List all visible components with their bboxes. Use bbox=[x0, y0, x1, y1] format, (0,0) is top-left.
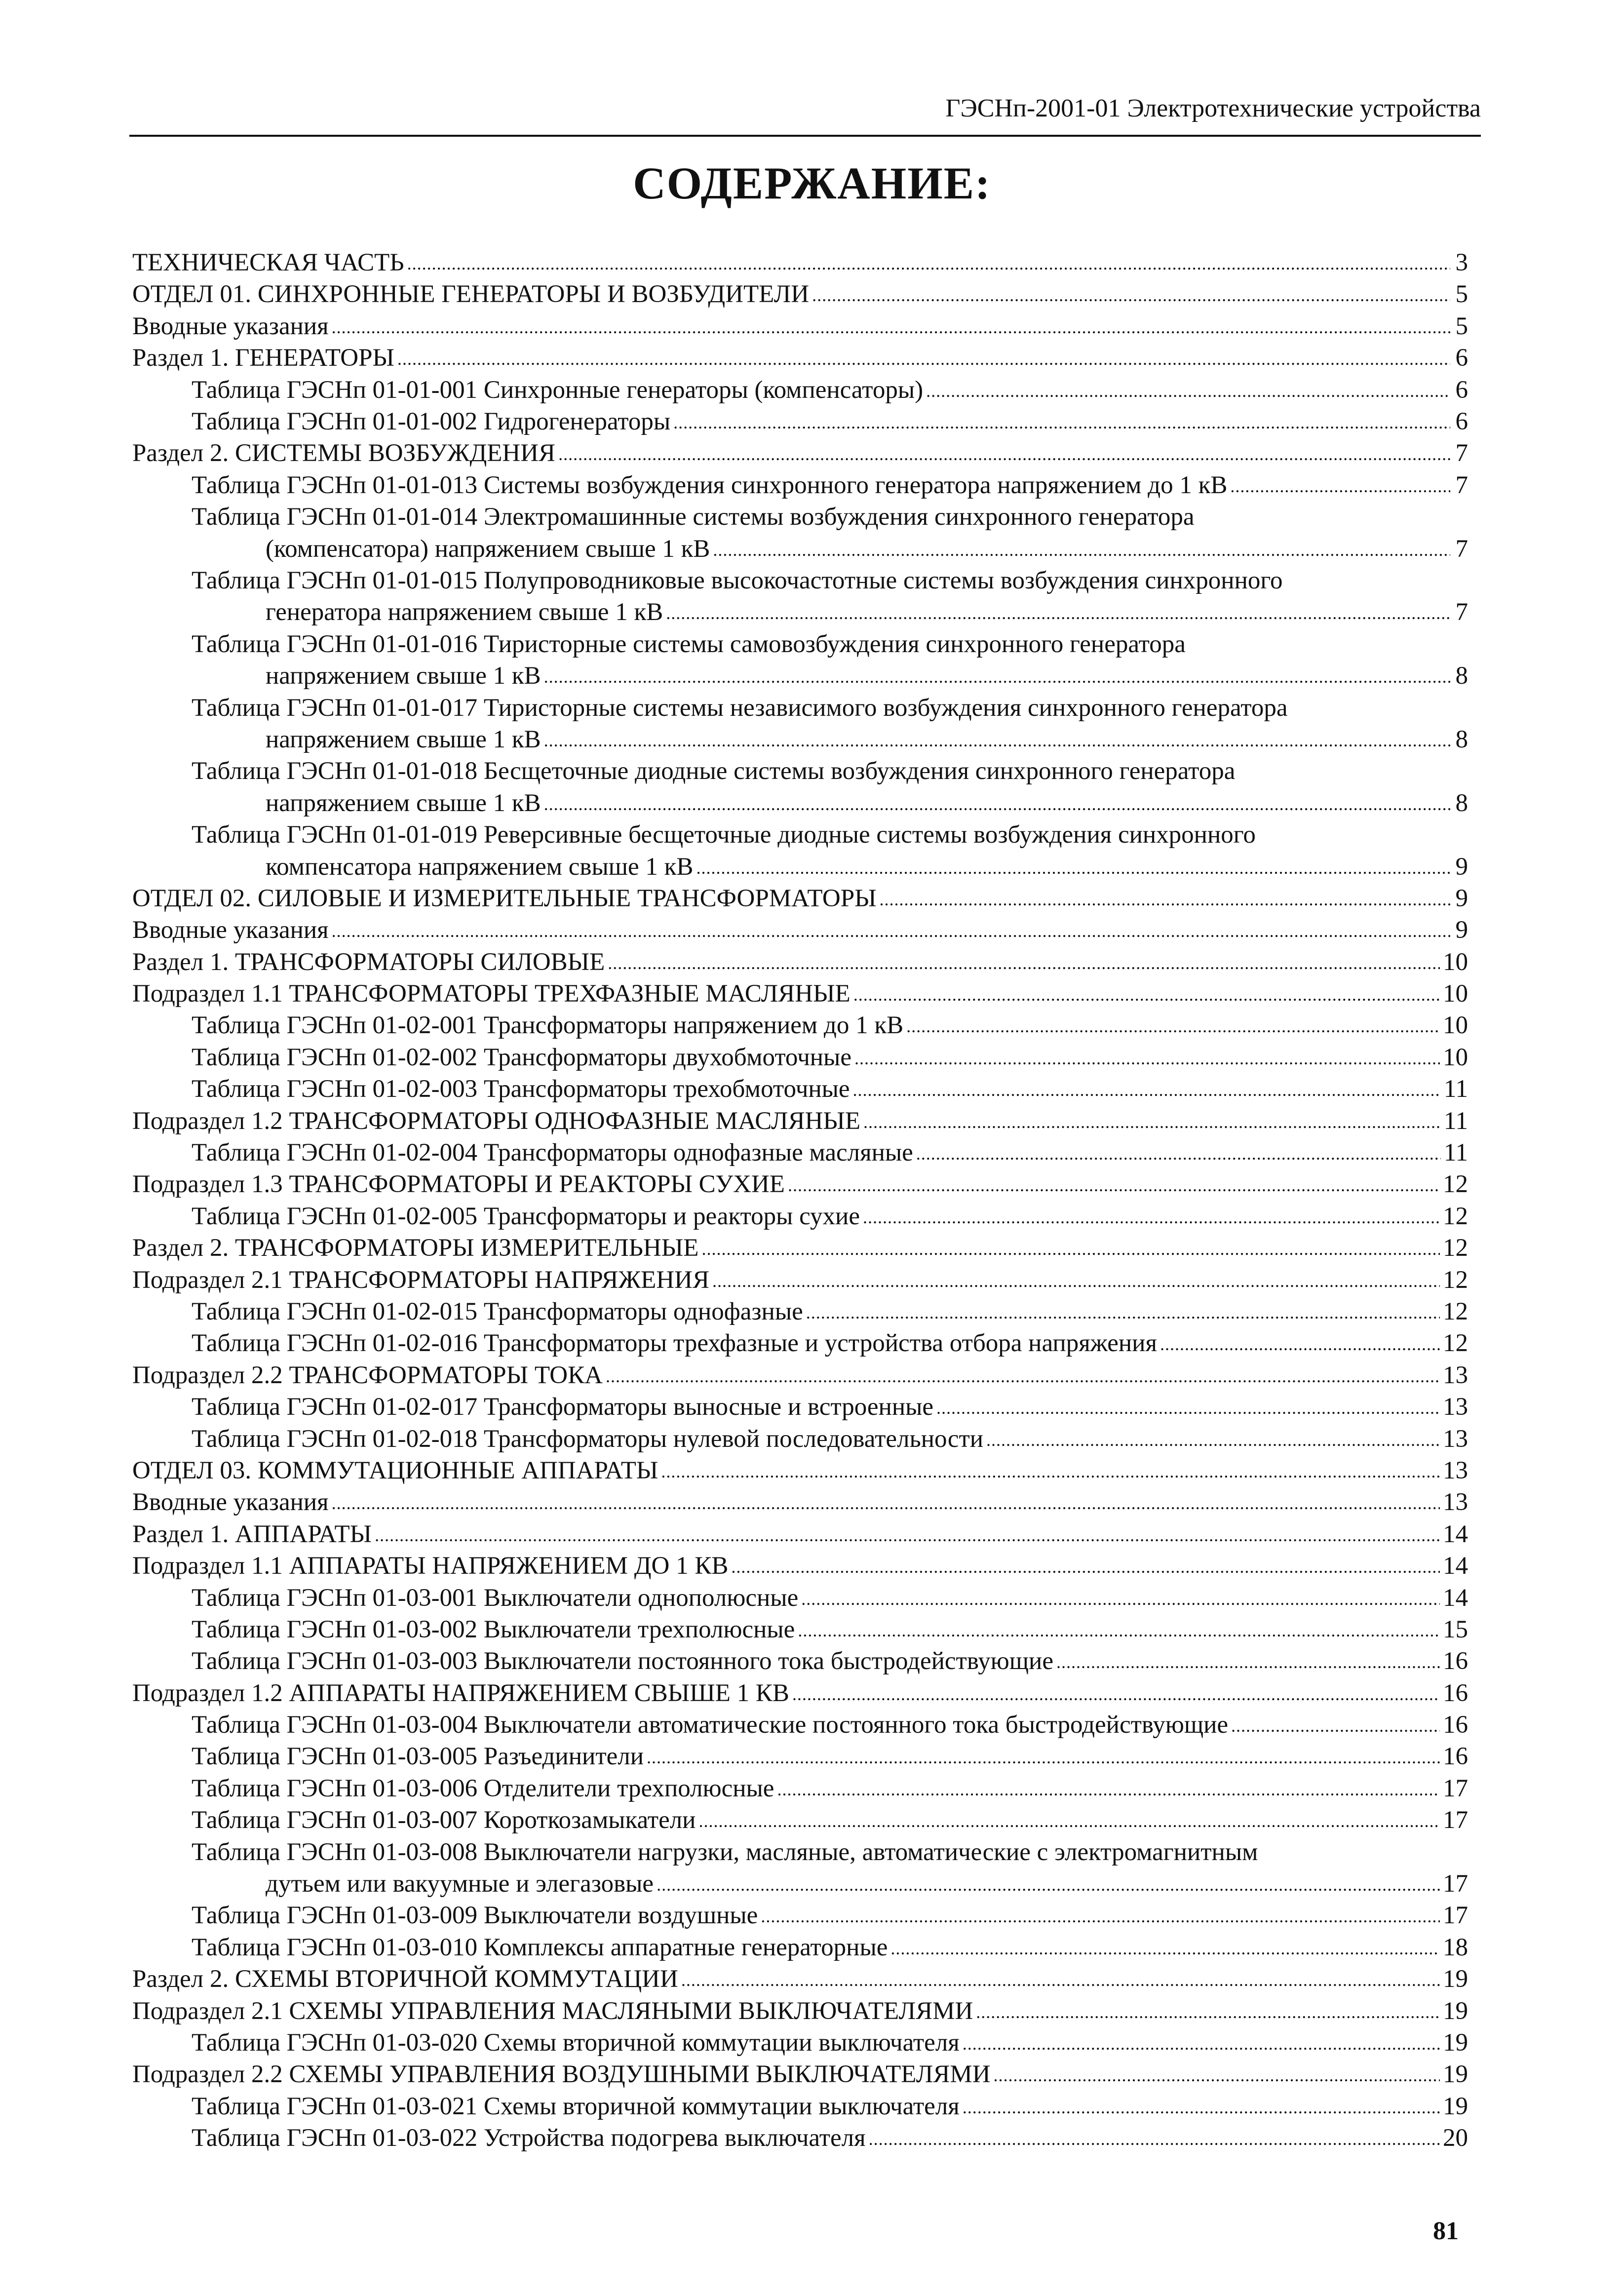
toc-entry-page: 9 bbox=[1455, 884, 1468, 912]
toc-entry-page: 17 bbox=[1443, 1774, 1468, 1802]
dot-leader bbox=[1056, 1645, 1440, 1677]
toc-entry[interactable] bbox=[132, 1741, 1468, 1772]
dot-leader bbox=[801, 1582, 1440, 1614]
toc-entry-title: Подраздел 2.1 ТРАНСФОРМАТОРЫ НАПРЯЖЕНИЯ bbox=[132, 1266, 710, 1294]
dot-leader bbox=[606, 1360, 1440, 1391]
toc-entry-page: 19 bbox=[1443, 1997, 1468, 2025]
toc-entry-title: Таблица ГЭСНп 01-01-001 Синхронные генераторы (компенсаторы) bbox=[192, 376, 924, 404]
toc-entry-page: 17 bbox=[1443, 1806, 1468, 1834]
toc-entry-title: Вводные указания bbox=[132, 916, 329, 944]
toc-entry[interactable] bbox=[132, 1360, 1468, 1391]
toc-entry-page: 3 bbox=[1455, 249, 1468, 276]
dot-leader bbox=[777, 1773, 1440, 1804]
toc-entry-title: ТЕХНИЧЕСКАЯ ЧАСТЬ bbox=[132, 249, 404, 276]
toc-entry-title: Раздел 2. ТРАНСФОРМАТОРЫ ИЗМЕРИТЕЛЬНЫЕ bbox=[132, 1234, 699, 1262]
dot-leader bbox=[976, 1995, 1440, 2027]
toc-entry-title: Таблица ГЭСНп 01-02-018 Трансформаторы нулевой последовательности bbox=[192, 1425, 984, 1453]
toc-entry-title-continued: напряжением свыше 1 кВ bbox=[266, 725, 541, 753]
toc-entry-page: 7 bbox=[1455, 598, 1468, 626]
toc-entry[interactable] bbox=[132, 2027, 1468, 2059]
toc-entry[interactable] bbox=[132, 2059, 1468, 2090]
toc-entry-title: Таблица ГЭСНп 01-02-005 Трансформаторы и реакторы сухие bbox=[192, 1202, 860, 1230]
dot-leader bbox=[681, 1963, 1440, 1995]
toc-entry-title: Таблица ГЭСНп 01-01-014 Электромашинные системы возбуждения синхронного генератора bbox=[192, 503, 1195, 531]
toc-entry-title: Таблица ГЭСНп 01-03-021 Схемы вторичной коммутации выключателя bbox=[192, 2092, 960, 2120]
dot-leader bbox=[812, 278, 1450, 310]
toc-entry-page: 13 bbox=[1443, 1393, 1468, 1421]
toc-entry-title-continued: (компенсатора) напряжением свыше 1 кВ bbox=[266, 535, 710, 563]
toc-entry[interactable] bbox=[132, 1486, 1468, 1518]
toc-entry-title: Таблица ГЭСНп 01-02-002 Трансформаторы двухобмоточные bbox=[192, 1043, 851, 1071]
toc-entry-page: 13 bbox=[1443, 1361, 1468, 1389]
toc-entry-page: 19 bbox=[1443, 2061, 1468, 2089]
toc-entry-page: 15 bbox=[1443, 1615, 1468, 1643]
dot-leader bbox=[696, 850, 1450, 883]
toc-entry[interactable] bbox=[132, 1423, 1468, 1455]
toc-entry-page: 11 bbox=[1443, 1075, 1468, 1103]
toc-entry-title-continued: компенсатора напряжением свыше 1 кВ bbox=[266, 853, 694, 881]
toc-entry[interactable] bbox=[132, 374, 1468, 406]
dot-leader bbox=[890, 1932, 1440, 1963]
toc-entry[interactable] bbox=[132, 978, 1468, 1010]
dot-leader bbox=[926, 374, 1450, 406]
header-rule bbox=[129, 135, 1481, 137]
table-of-contents bbox=[132, 247, 1468, 2154]
toc-entry[interactable] bbox=[132, 914, 1468, 946]
toc-entry-title: Таблица ГЭСНп 01-03-006 Отделители трехполюсные bbox=[192, 1774, 774, 1802]
toc-entry[interactable] bbox=[132, 406, 1468, 437]
toc-entry-page: 6 bbox=[1455, 376, 1468, 404]
toc-entry-page: 6 bbox=[1455, 344, 1468, 372]
toc-entry-page: 16 bbox=[1443, 1679, 1468, 1707]
toc-entry-page: 10 bbox=[1443, 1011, 1468, 1040]
toc-entry-page: 8 bbox=[1455, 725, 1468, 753]
toc-entry-title: Подраздел 1.1 ТРАНСФОРМАТОРЫ ТРЕХФАЗНЫЕ МАСЛЯНЫЕ bbox=[132, 980, 851, 1008]
dot-leader bbox=[375, 1518, 1440, 1550]
dot-leader bbox=[963, 2091, 1440, 2122]
dot-leader bbox=[407, 247, 1450, 278]
dot-leader bbox=[1230, 469, 1450, 501]
toc-entry-title: Раздел 1. АППАРАТЫ bbox=[132, 1520, 372, 1548]
toc-entry[interactable] bbox=[132, 2122, 1468, 2154]
toc-entry[interactable] bbox=[132, 1518, 1468, 1550]
dot-leader bbox=[661, 1455, 1440, 1486]
toc-entry[interactable] bbox=[132, 437, 1468, 469]
toc-entry-page: 5 bbox=[1455, 312, 1468, 340]
toc-entry-title: Таблица ГЭСНп 01-01-015 Полупроводниковые высокочастотные системы возбуждения синхронного bbox=[192, 566, 1283, 594]
toc-entry-page: 7 bbox=[1455, 439, 1468, 467]
page-title: СОДЕРЖАНИЕ: bbox=[633, 158, 991, 208]
dot-leader bbox=[936, 1391, 1440, 1423]
toc-entry-title-continued: напряжением свыше 1 кВ bbox=[266, 789, 541, 817]
dot-leader bbox=[1231, 1709, 1440, 1741]
toc-entry-title: Таблица ГЭСНп 01-03-004 Выключатели автоматические постоянного тока быстродействующие bbox=[192, 1711, 1229, 1739]
dot-leader bbox=[332, 914, 1450, 946]
toc-entry-title: Таблица ГЭСНп 01-03-010 Комплексы аппаратные генераторные bbox=[192, 1933, 888, 1961]
toc-entry-title-continued: дутьем или вакуумные и элегазовые bbox=[266, 1870, 654, 1898]
toc-entry[interactable] bbox=[132, 1932, 1468, 1963]
toc-entry-title: Подраздел 2.1 СХЕМЫ УПРАВЛЕНИЯ МАСЛЯНЫМИ ВЫКЛЮЧАТЕЛЯМИ bbox=[132, 1997, 973, 2025]
toc-entry[interactable] bbox=[132, 1677, 1468, 1709]
toc-entry-page: 12 bbox=[1443, 1297, 1468, 1325]
toc-entry-title-continued: напряжением свыше 1 кВ bbox=[266, 662, 541, 690]
dot-leader bbox=[731, 1550, 1440, 1582]
toc-entry-title: Подраздел 2.2 ТРАНСФОРМАТОРЫ ТОКА bbox=[132, 1361, 603, 1389]
toc-entry[interactable] bbox=[132, 1201, 1468, 1232]
toc-entry-title: Раздел 1. ГЕНЕРАТОРЫ bbox=[132, 344, 394, 372]
dot-leader bbox=[916, 1137, 1441, 1168]
toc-entry[interactable] bbox=[132, 278, 1468, 310]
toc-entry-title: Таблица ГЭСНп 01-01-018 Бесщеточные диодные системы возбуждения синхронного генератора bbox=[192, 757, 1236, 785]
toc-entry-title: ОТДЕЛ 02. СИЛОВЫЕ И ИЗМЕРИТЕЛЬНЫЕ ТРАНСФОРМАТОРЫ bbox=[132, 884, 877, 912]
toc-entry[interactable] bbox=[132, 2091, 1468, 2122]
dot-leader bbox=[963, 2027, 1440, 2059]
toc-entry-page: 6 bbox=[1455, 407, 1468, 435]
toc-entry-title: Таблица ГЭСНп 01-02-017 Трансформаторы выносные и встроенные bbox=[192, 1393, 934, 1421]
dot-leader bbox=[806, 1296, 1440, 1327]
toc-entry-page: 9 bbox=[1455, 853, 1468, 881]
toc-entry-page: 10 bbox=[1443, 980, 1468, 1008]
dot-leader bbox=[558, 437, 1450, 469]
toc-entry[interactable] bbox=[132, 1137, 1468, 1168]
toc-entry-page: 16 bbox=[1443, 1711, 1468, 1739]
toc-entry[interactable] bbox=[132, 1804, 1468, 1836]
toc-entry-page: 16 bbox=[1443, 1647, 1468, 1675]
toc-entry-page: 14 bbox=[1443, 1584, 1468, 1612]
dot-leader bbox=[863, 1105, 1441, 1137]
toc-entry-title: Подраздел 1.2 АППАРАТЫ НАПРЯЖЕНИЕМ СВЫШЕ 1 КВ bbox=[132, 1679, 789, 1707]
toc-entry-page: 13 bbox=[1443, 1488, 1468, 1516]
toc-entry-title: Таблица ГЭСНп 01-02-003 Трансформаторы трехобмоточные bbox=[192, 1075, 850, 1103]
dot-leader bbox=[863, 1201, 1440, 1232]
toc-entry-title: Вводные указания bbox=[132, 312, 329, 340]
toc-entry[interactable] bbox=[132, 1995, 1468, 2027]
toc-entry-title: Таблица ГЭСНп 01-03-001 Выключатели однополюсные bbox=[192, 1584, 799, 1612]
toc-entry-page: 17 bbox=[1443, 1870, 1468, 1898]
toc-entry[interactable] bbox=[132, 946, 1468, 978]
dot-leader bbox=[986, 1423, 1440, 1455]
toc-entry[interactable] bbox=[132, 819, 1468, 883]
toc-entry[interactable] bbox=[132, 1709, 1468, 1741]
toc-entry-title-continued: генератора напряжением свыше 1 кВ bbox=[266, 598, 663, 626]
toc-entry-title: Таблица ГЭСНп 01-01-017 Тиристорные системы независимого возбуждения синхронного генератора bbox=[192, 694, 1288, 722]
toc-entry-page: 14 bbox=[1443, 1520, 1468, 1548]
toc-entry[interactable] bbox=[132, 1296, 1468, 1327]
toc-entry-page: 7 bbox=[1455, 471, 1468, 499]
toc-entry-page: 12 bbox=[1443, 1266, 1468, 1294]
toc-entry[interactable] bbox=[132, 1105, 1468, 1137]
dot-leader bbox=[906, 1010, 1440, 1041]
toc-entry-title: Подраздел 1.3 ТРАНСФОРМАТОРЫ И РЕАКТОРЫ СУХИЕ bbox=[132, 1170, 785, 1199]
toc-entry-title: Таблица ГЭСНп 01-01-002 Гидрогенераторы bbox=[192, 407, 671, 435]
toc-entry-title: Таблица ГЭСНп 01-03-005 Разъединители bbox=[192, 1743, 644, 1771]
toc-entry[interactable] bbox=[132, 1550, 1468, 1582]
dot-leader bbox=[544, 659, 1450, 692]
dot-leader bbox=[657, 1867, 1440, 1900]
dot-leader bbox=[666, 595, 1450, 628]
toc-entry-title: Подраздел 1.2 ТРАНСФОРМАТОРЫ ОДНОФАЗНЫЕ МАСЛЯНЫЕ bbox=[132, 1107, 861, 1135]
toc-entry[interactable] bbox=[132, 1010, 1468, 1041]
dot-leader bbox=[994, 2059, 1440, 2090]
toc-entry-title: Таблица ГЭСНп 01-02-001 Трансформаторы напряжением до 1 кВ bbox=[192, 1011, 904, 1040]
toc-entry[interactable] bbox=[132, 1232, 1468, 1264]
toc-entry-page: 8 bbox=[1455, 789, 1468, 817]
dot-leader bbox=[712, 1264, 1440, 1296]
toc-entry-title: Вводные указания bbox=[132, 1488, 329, 1516]
toc-entry[interactable] bbox=[132, 1645, 1468, 1677]
toc-entry-title: Таблица ГЭСНп 01-03-020 Схемы вторичной коммутации выключателя bbox=[192, 2028, 960, 2057]
toc-entry-title: Таблица ГЭСНп 01-01-013 Системы возбуждения синхронного генератора напряжением до 1 кВ bbox=[192, 471, 1228, 499]
toc-entry-title: Раздел 2. СХЕМЫ ВТОРИЧНОЙ КОММУТАЦИИ bbox=[132, 1965, 678, 1993]
dot-leader bbox=[332, 311, 1450, 342]
toc-entry[interactable] bbox=[132, 342, 1468, 374]
toc-entry-page: 13 bbox=[1443, 1425, 1468, 1453]
toc-entry-page: 19 bbox=[1443, 1965, 1468, 1993]
toc-entry[interactable] bbox=[132, 1042, 1468, 1073]
dot-leader bbox=[713, 532, 1450, 565]
toc-entry-page: 11 bbox=[1443, 1139, 1468, 1167]
toc-entry[interactable] bbox=[132, 1455, 1468, 1486]
dot-leader bbox=[853, 978, 1440, 1010]
dot-leader bbox=[854, 1042, 1440, 1073]
dot-leader bbox=[673, 406, 1450, 437]
toc-entry-title: Раздел 2. СИСТЕМЫ ВОЗБУЖДЕНИЯ bbox=[132, 439, 556, 467]
toc-entry-title: Таблица ГЭСНп 01-03-022 Устройства подогрева выключателя bbox=[192, 2124, 866, 2152]
dot-leader bbox=[544, 723, 1450, 755]
toc-entry-page: 16 bbox=[1443, 1743, 1468, 1771]
toc-entry[interactable] bbox=[132, 311, 1468, 342]
toc-entry[interactable] bbox=[132, 1836, 1468, 1900]
toc-entry-title: Таблица ГЭСНп 01-03-008 Выключатели нагрузки, масляные, автоматические с электромагнитным bbox=[192, 1838, 1258, 1866]
toc-entry-title: ОТДЕЛ 01. СИНХРОННЫЕ ГЕНЕРАТОРЫ И ВОЗБУДИТЕЛИ bbox=[132, 280, 810, 309]
toc-entry[interactable] bbox=[132, 469, 1468, 501]
toc-entry[interactable] bbox=[132, 1168, 1468, 1200]
toc-entry-page: 18 bbox=[1443, 1933, 1468, 1961]
toc-entry-page: 11 bbox=[1443, 1107, 1468, 1135]
toc-entry-title: Таблица ГЭСНп 01-03-007 Короткозамыкатели bbox=[192, 1806, 696, 1834]
toc-entry-title: Раздел 1. ТРАНСФОРМАТОРЫ СИЛОВЫЕ bbox=[132, 948, 605, 976]
toc-entry-page: 7 bbox=[1455, 535, 1468, 563]
dot-leader bbox=[853, 1073, 1441, 1105]
toc-entry[interactable] bbox=[132, 692, 1468, 756]
toc-entry-page: 19 bbox=[1443, 2028, 1468, 2057]
toc-entry[interactable] bbox=[132, 1900, 1468, 1931]
toc-entry-page: 10 bbox=[1443, 948, 1468, 976]
toc-entry-title: Таблица ГЭСНп 01-01-019 Реверсивные бесщеточные диодные системы возбуждения синхронного bbox=[192, 821, 1256, 849]
toc-entry-page: 14 bbox=[1443, 1552, 1468, 1580]
page-number: 81 bbox=[1433, 2217, 1459, 2245]
toc-entry[interactable] bbox=[132, 755, 1468, 819]
toc-entry-title: Подраздел 2.2 СХЕМЫ УПРАВЛЕНИЯ ВОЗДУШНЫМИ ВЫКЛЮЧАТЕЛЯМИ bbox=[132, 2061, 991, 2089]
toc-entry[interactable] bbox=[132, 565, 1468, 628]
dot-leader bbox=[798, 1614, 1440, 1645]
toc-entry-title: ОТДЕЛ 03. КОММУТАЦИОННЫЕ АППАРАТЫ bbox=[132, 1456, 658, 1484]
toc-entry-title: Таблица ГЭСНп 01-03-002 Выключатели трехполюсные bbox=[192, 1615, 795, 1643]
toc-entry-title: Таблица ГЭСНп 01-01-016 Тиристорные системы самовозбуждения синхронного генератора bbox=[192, 630, 1186, 658]
toc-entry[interactable] bbox=[132, 1264, 1468, 1296]
dot-leader bbox=[698, 1804, 1440, 1836]
toc-entry-page: 12 bbox=[1443, 1170, 1468, 1199]
toc-entry-page: 12 bbox=[1443, 1202, 1468, 1230]
toc-entry-title: Подраздел 1.1 АППАРАТЫ НАПРЯЖЕНИЕМ ДО 1 КВ bbox=[132, 1552, 729, 1580]
toc-entry-title: Таблица ГЭСНп 01-02-004 Трансформаторы однофазные масляные bbox=[192, 1139, 913, 1167]
toc-entry-page: 17 bbox=[1443, 1902, 1468, 1930]
toc-entry[interactable] bbox=[132, 883, 1468, 914]
dot-leader bbox=[544, 786, 1450, 819]
dot-leader bbox=[701, 1232, 1440, 1264]
dot-leader bbox=[880, 883, 1450, 914]
toc-entry[interactable] bbox=[132, 1614, 1468, 1645]
toc-entry-page: 13 bbox=[1443, 1456, 1468, 1484]
dot-leader bbox=[608, 946, 1440, 978]
toc-entry[interactable] bbox=[132, 1582, 1468, 1614]
dot-leader bbox=[788, 1168, 1440, 1200]
toc-entry[interactable] bbox=[132, 1391, 1468, 1423]
toc-entry-page: 19 bbox=[1443, 2092, 1468, 2120]
toc-entry-page: 10 bbox=[1443, 1043, 1468, 1071]
dot-leader bbox=[1160, 1327, 1440, 1359]
toc-entry[interactable] bbox=[132, 247, 1468, 278]
toc-entry-page: 9 bbox=[1455, 916, 1468, 944]
toc-entry-title: Таблица ГЭСНп 01-03-009 Выключатели воздушные bbox=[192, 1902, 758, 1930]
toc-entry-title: Таблица ГЭСНп 01-02-015 Трансформаторы однофазные bbox=[192, 1297, 803, 1325]
dot-leader bbox=[761, 1900, 1440, 1931]
toc-entry[interactable] bbox=[132, 501, 1468, 565]
dot-leader bbox=[792, 1677, 1440, 1709]
toc-entry[interactable] bbox=[132, 1073, 1468, 1105]
dot-leader bbox=[647, 1741, 1440, 1772]
toc-entry-page: 12 bbox=[1443, 1329, 1468, 1358]
dot-leader bbox=[397, 342, 1450, 374]
dot-leader bbox=[869, 2122, 1440, 2154]
dot-leader bbox=[332, 1486, 1440, 1518]
toc-entry-page: 8 bbox=[1455, 662, 1468, 690]
toc-entry-page: 5 bbox=[1455, 280, 1468, 309]
toc-entry[interactable] bbox=[132, 628, 1468, 692]
toc-entry-page: 20 bbox=[1443, 2124, 1468, 2152]
toc-entry[interactable] bbox=[132, 1773, 1468, 1804]
toc-entry-title: Таблица ГЭСНп 01-02-016 Трансформаторы трехфазные и устройства отбора напряжения bbox=[192, 1329, 1157, 1358]
toc-entry[interactable] bbox=[132, 1327, 1468, 1359]
toc-entry[interactable] bbox=[132, 1963, 1468, 1995]
toc-entry-page: 12 bbox=[1443, 1234, 1468, 1262]
running-header: ГЭСНп-2001-01 Электротехнические устройства bbox=[945, 94, 1481, 122]
toc-entry-title: Таблица ГЭСНп 01-03-003 Выключатели постоянного тока быстродействующие bbox=[192, 1647, 1053, 1675]
